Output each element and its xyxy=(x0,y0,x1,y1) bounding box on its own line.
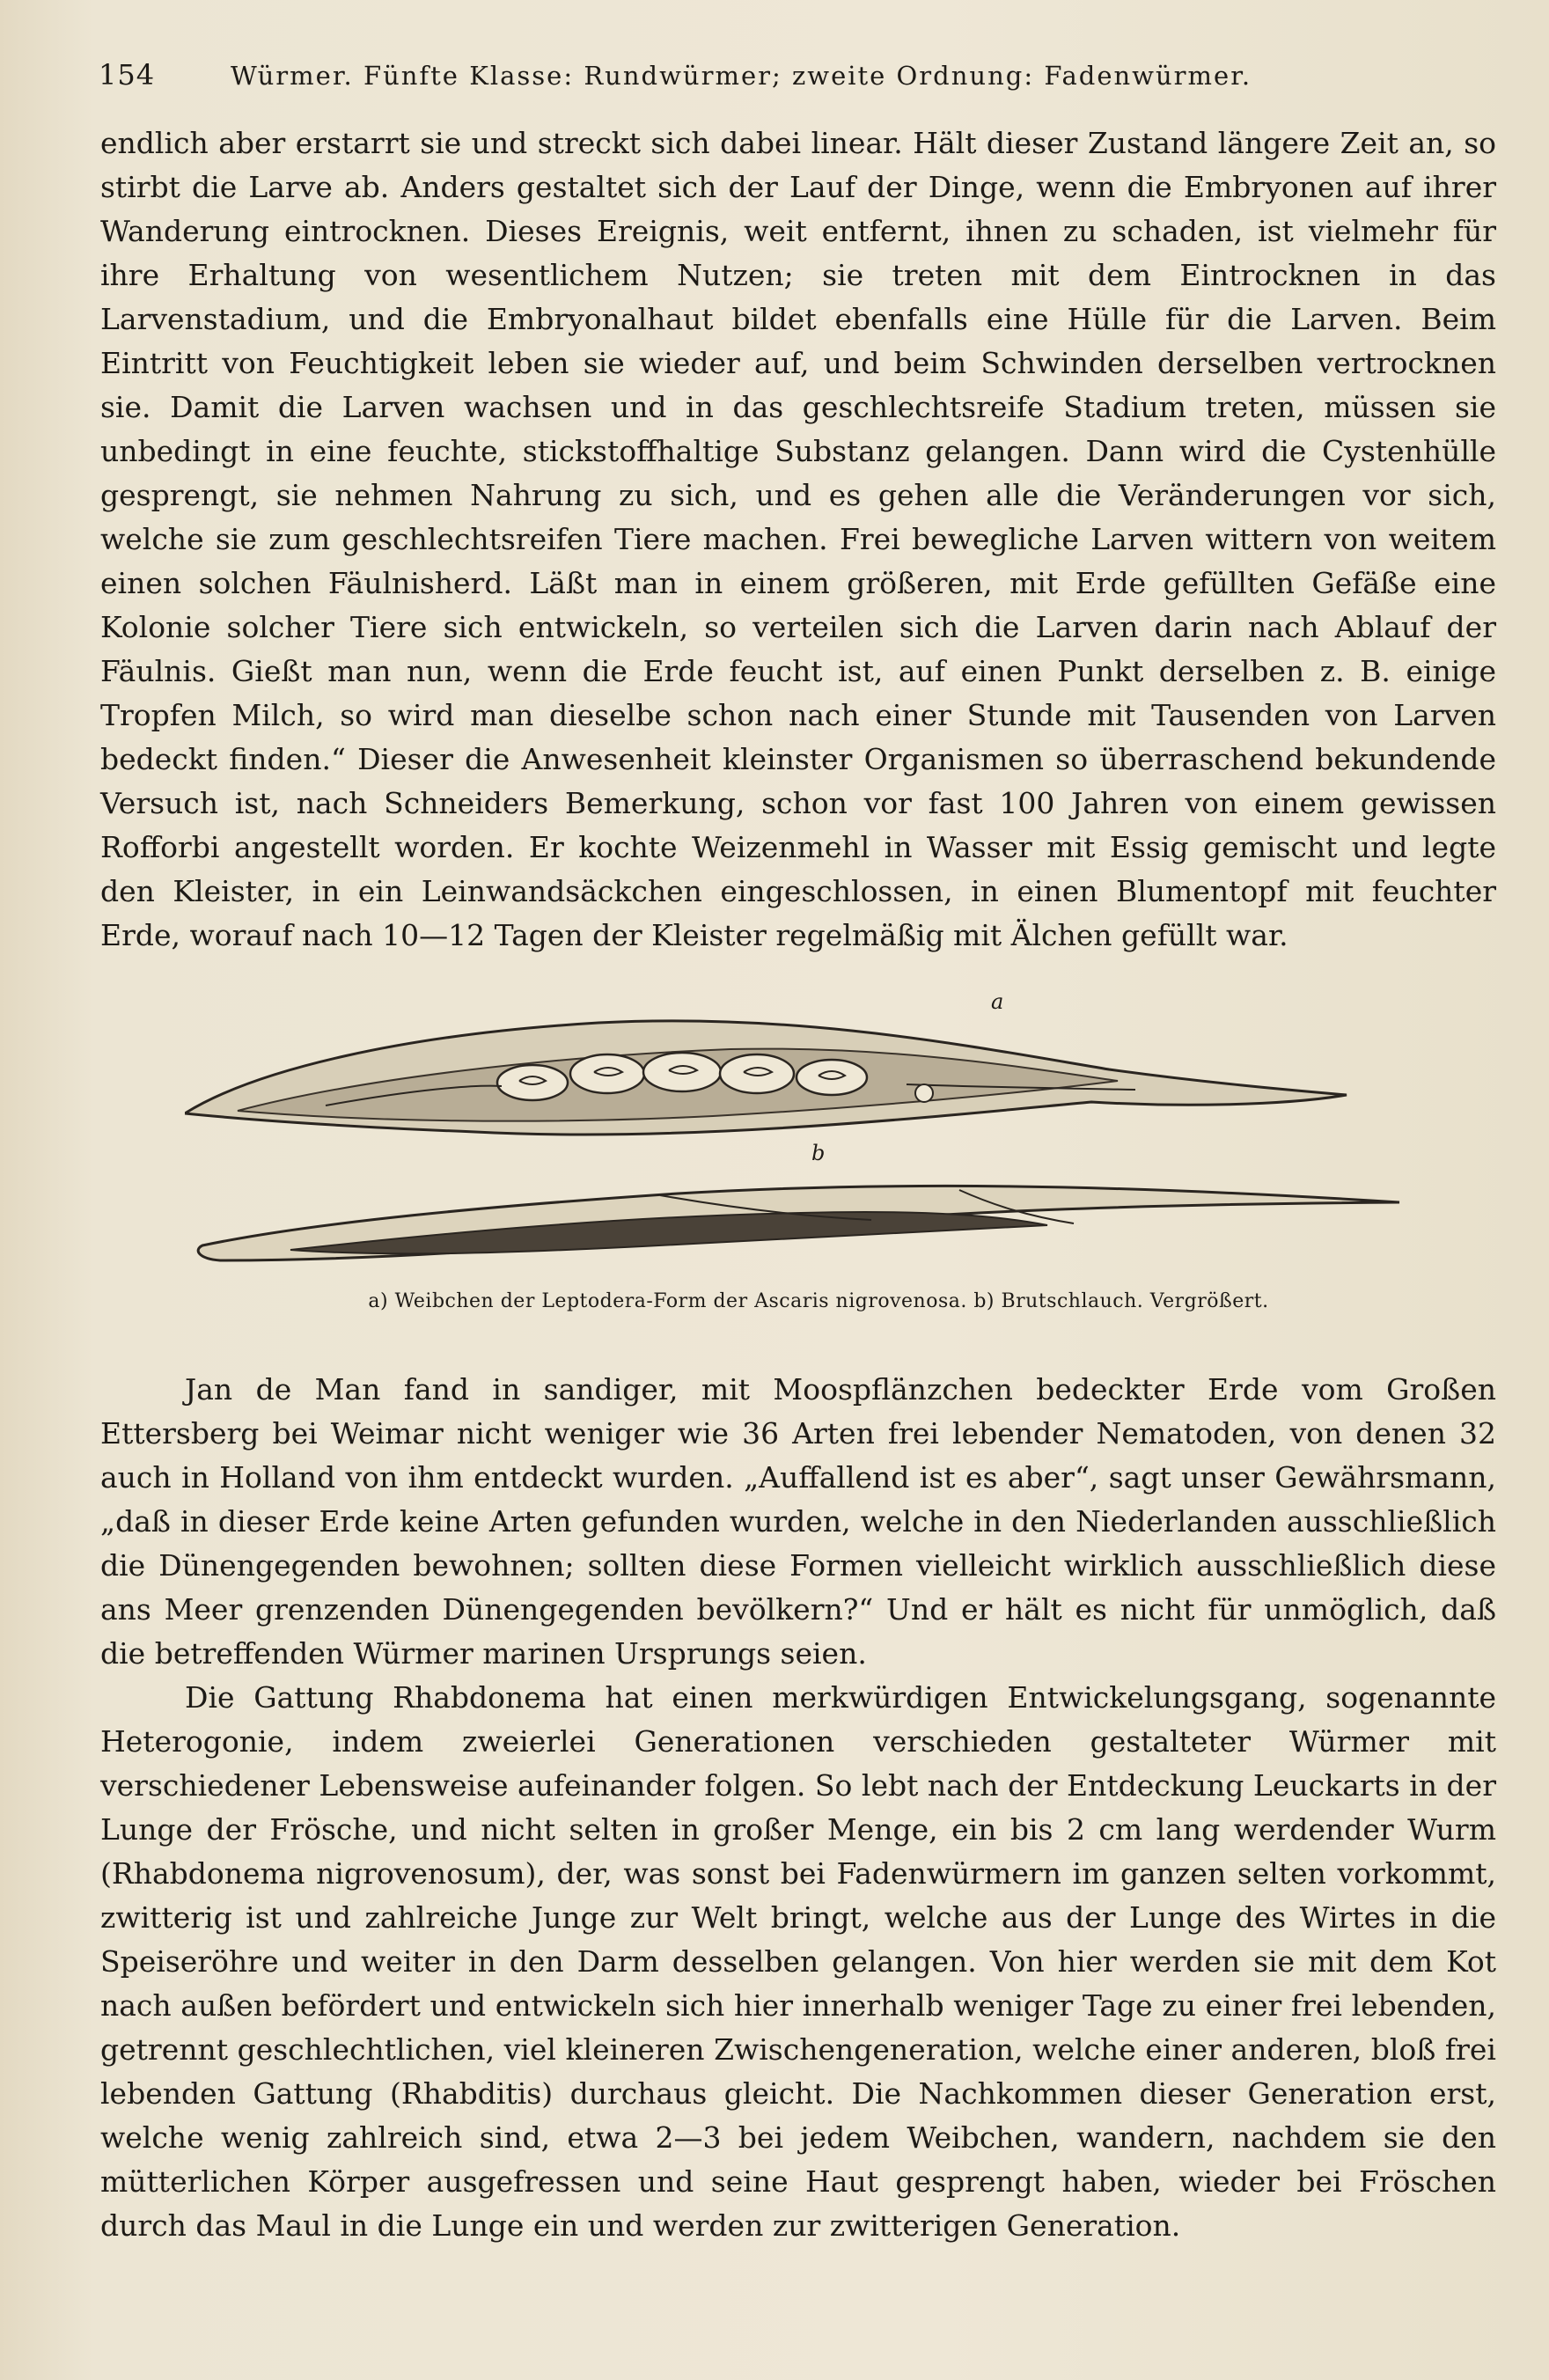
text-block-top xyxy=(100,121,1496,958)
figure-label-b: b xyxy=(811,1141,826,1165)
figure-caption: a) Weibchen der Leptodera-Form der Ascaris nigrovenosa. b) Brutschlauch. Vergrößert. xyxy=(368,1290,1269,1312)
running-head xyxy=(99,58,1401,106)
paragraph: Die Gattung Rhabdonema hat einen merkwürdigen Entwickelungsgang, sogenannte Heterogonie, indem zweierlei Generationen verschieden gestalteter Würmer mit verschiedener Lebensweise aufeinander folgen. So lebt nach der Entdeckung Leuckarts in der Lunge der Frösche, und nicht selten in großer Menge, ein bis 2 cm lang werdender Wurm (Rhabdonema nigrovenosum), der, was sonst bei Fadenwürmern im ganzen selten vorkommt, zwitterig ist und zahlreiche Junge zur Welt bringt, welche aus der Lunge des Wirtes in die Speiseröhre und weiter in den Darm desselben gelangen. Von hier werden sie mit dem Kot nach außen befördert und entwickeln sich hier innerhalb weniger Tage zu einer frei lebenden, getrennt geschlechtlichen, viel kleineren Zwischengeneration, welche einer anderen, bloß frei lebenden Gattung (Rhabditis) durchaus gleicht. Die Nachkommen dieser Generation erst, welche wenig zahlreich sind, etwa 2—3 bei jedem Weibchen, wandern, nachdem sie den mütterlichen Körper ausgefressen und seine Haut gesprengt haben, wieder bei Fröschen durch das Maul in die Lunge ein und werden zur zwitterigen Generation. xyxy=(100,1680,1496,2243)
worm-illustration xyxy=(185,986,1408,1285)
page-number: 154 xyxy=(99,58,156,92)
worm-female-drawing xyxy=(185,1021,1347,1135)
paragraph: Jan de Man fand in sandiger, mit Moospflänzchen bedeckter Erde vom Großen Ettersberg bei Weimar nicht weniger wie 36 Arten frei lebender Nematoden, von denen 32 auch in Holland von ihm entdeckt wurden. „Auffallend ist es aber“, sagt unser Gewährsmann, „daß in dieser Erde keine Arten gefunden wurden, welche in den Niederlanden ausschließlich die Dünengegenden bewohnen; sollten diese Formen vielleicht wirklich ausschließlich diese ans Meer grenzenden Dünengegenden bevölkern?“ Und er hält es nicht für unmöglich, daß die betreffenden Würmer marinen Ursprungs seien. xyxy=(100,1372,1496,1671)
text-block-bottom xyxy=(100,1368,1496,2248)
paragraph: endlich aber erstarrt sie und streckt sich dabei linear. Hält dieser Zustand längere Zeit an, so stirbt die Larve ab. Anders gestaltet sich der Lauf der Dinge, wenn die Embryonen auf ihrer Wanderung eintrocknen. Dieses Ereignis, weit entfernt, ihnen zu schaden, ist vielmehr für ihre Erhaltung von wesentlichem Nutzen; sie treten mit dem Eintrocknen in das Larvenstadium, und die Embryonalhaut bildet ebenfalls eine Hülle für die Larven. Beim Eintritt von Feuchtigkeit leben sie wieder auf, und beim Schwinden derselben vertrocknen sie. Damit die Larven wachsen und in das geschlechtsreife Stadium treten, müssen sie unbedingt in eine feuchte, stickstoffhaltige Substanz gelangen. Dann wird die Cystenhülle gesprengt, sie nehmen Nahrung zu sich, und es gehen alle die Veränderungen vor sich, welche sie zum geschlechtsreifen Tiere machen. Frei bewegliche Larven wittern von weitem einen solchen Fäulnisherd. Läßt man in einem größeren, mit Erde gefüllten Gefäße eine Kolonie solcher Tiere sich entwickeln, so verteilen sich die Larven darin nach Ablauf der Fäulnis. Gießt man nun, wenn die Erde feucht ist, auf einen Punkt derselben z. B. einige Tropfen Milch, so wird man dieselbe schon nach einer Stunde mit Tausenden von Larven bedeckt finden.“ Dieser die Anwesenheit kleinster Organismen so überraschend bekundende Versuch ist, nach Schneiders Bemerkung, schon vor fast 100 Jahren von einem gewissen Rofforbi angestellt worden. Er kochte Weizenmehl in Wasser mit Essig gemischt und legte den Kleister, in ein Leinwandsäckchen eingeschlossen, in einen Blumentopf mit feuchter Erde, worauf nach 10—12 Tagen der Kleister regelmäßig mit Älchen gefüllt war. xyxy=(100,126,1496,952)
running-title: Würmer. Fünfte Klasse: Rundwürmer; zweite Ordnung: Fadenwürmer. xyxy=(231,61,1252,91)
figure-nematode xyxy=(185,986,1408,1342)
worm-brood-tube-drawing xyxy=(198,1186,1399,1260)
figure-label-a: a xyxy=(991,989,1004,1014)
